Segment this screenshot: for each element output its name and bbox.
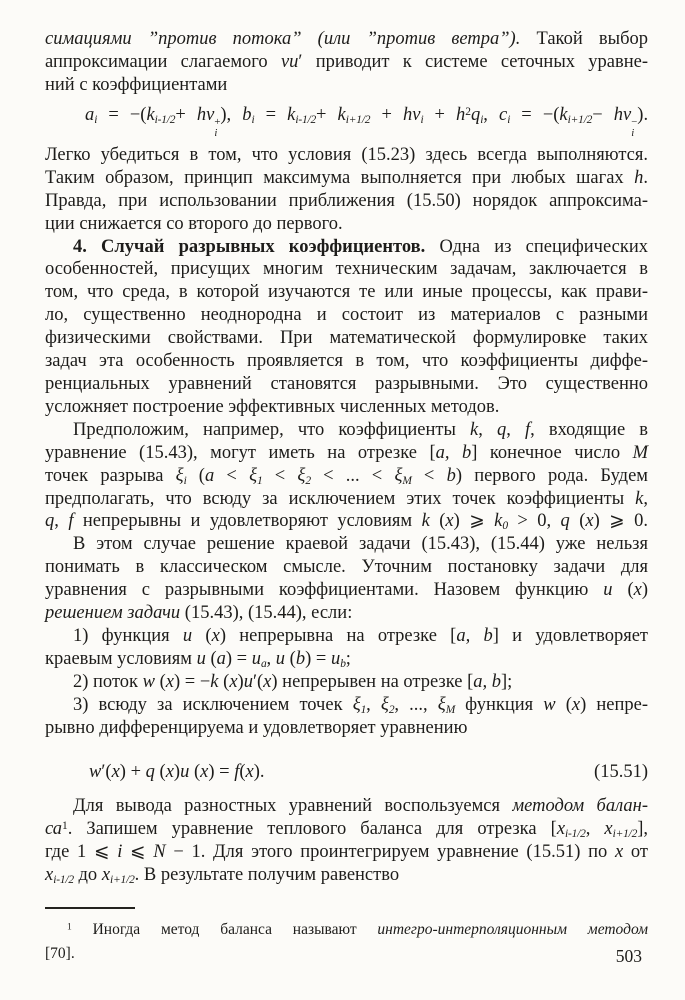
text-segment: 2) поток	[73, 671, 143, 692]
italic-text: x	[263, 671, 272, 692]
math-superscript: 2	[465, 105, 472, 118]
italic-text: x	[585, 511, 594, 532]
equation	[45, 104, 648, 139]
text-segment: ,	[54, 511, 69, 532]
math-superscript: +	[214, 116, 221, 129]
italic-text: b	[446, 465, 456, 486]
italic-text: u	[603, 580, 613, 601]
italic-text: a, b	[435, 442, 472, 463]
text-segment: ,	[478, 419, 498, 440]
math-subscript: i	[214, 127, 218, 140]
text-segment: , входящие в	[530, 419, 649, 440]
math-subscript: i	[94, 113, 98, 126]
italic-text: k	[146, 104, 155, 125]
text-segment: ),	[220, 104, 243, 125]
italic-text: k	[287, 104, 296, 125]
italic-text: x	[571, 694, 581, 715]
italic-text: c	[499, 104, 508, 125]
text-segment: ) непрерывна на отрезке [	[219, 625, 457, 646]
text-segment: ло, существенно неоднородна и состоит из материалов с разными	[45, 305, 648, 326]
text-segment: до	[73, 865, 102, 886]
italic-text: N	[153, 842, 166, 863]
text-segment: ) =	[305, 648, 331, 669]
text-line	[45, 717, 648, 740]
text-segment: <	[262, 465, 298, 486]
math-subscript: 0	[502, 520, 508, 533]
italic-text: k	[635, 488, 644, 509]
footnote-rule	[45, 907, 135, 909]
italic-text: ξ	[352, 694, 361, 715]
text-segment: +	[423, 104, 457, 125]
italic-text: w	[89, 761, 102, 782]
italic-text: k	[470, 419, 479, 440]
text-segment: уравнение (15.43), могут иметь на отрезке [	[45, 442, 436, 463]
italic-text: x	[211, 625, 220, 646]
italic-text: q	[560, 511, 570, 532]
text-segment: (	[612, 580, 634, 601]
text-segment: <	[411, 465, 447, 486]
equation-number: (15.51)	[594, 761, 648, 782]
text-segment: (	[218, 671, 230, 692]
math-subscript: a	[260, 658, 267, 671]
text-segment: <	[214, 465, 250, 486]
equation-body	[89, 761, 265, 784]
italic-text: f	[525, 419, 531, 440]
text-line	[45, 350, 648, 373]
italic-text: k	[559, 104, 568, 125]
text-segment: ).	[637, 104, 649, 125]
text-line	[45, 625, 648, 648]
text-segment: ) =	[208, 761, 235, 782]
text-segment: (	[429, 511, 446, 532]
italic-text: ξ	[437, 694, 446, 715]
math-subscript: i	[251, 113, 255, 126]
italic-text: q	[497, 419, 507, 440]
text-segment: (	[154, 761, 166, 782]
math-subscript: 1	[360, 703, 367, 716]
text-segment: 1) функция	[73, 625, 183, 646]
text-line	[45, 671, 648, 694]
text-segment: (	[569, 511, 586, 532]
text-segment: ,	[585, 819, 605, 840]
italic-text: u	[243, 671, 253, 692]
text-segment: Правда, при использовании приближения (15.50) норядок аппроксима-	[45, 190, 648, 211]
italic-text: h	[634, 167, 644, 188]
text-segment: ];	[501, 671, 513, 692]
italic-text: u	[180, 761, 190, 782]
text-segment: Одна из специфических	[439, 236, 648, 257]
italic-text: x	[245, 761, 254, 782]
text-segment: (	[189, 761, 201, 782]
text-segment: Легко убедиться в том, что условия (15.23) здесь всегда выполняются.	[45, 144, 648, 165]
italic-text: b	[242, 104, 252, 125]
text-segment: аппроксимации слагаемого	[45, 51, 281, 72]
italic-text: x	[445, 511, 454, 532]
text-segment: ⩽	[122, 842, 154, 863]
text-segment: том, что среда, в которой изучаются те или иные процессы, как прави-	[45, 282, 648, 303]
text-line	[45, 533, 648, 556]
italic-text: u	[251, 648, 261, 669]
italic-text: a	[204, 465, 215, 486]
text-segment: ,	[643, 488, 648, 509]
text-segment: (	[285, 648, 296, 669]
text-line	[45, 281, 648, 304]
text-line	[45, 327, 648, 350]
italic-text: x	[111, 761, 120, 782]
italic-text: x	[556, 819, 566, 840]
text-segment: Предположим, например, что коэффициенты	[73, 419, 471, 440]
italic-text: x	[45, 865, 54, 886]
italic-text: q	[471, 104, 481, 125]
text-segment: )	[173, 761, 181, 782]
text-line	[45, 579, 648, 602]
text-segment: =	[254, 104, 288, 125]
text-line	[45, 864, 648, 887]
page-number: 503	[615, 946, 642, 966]
italic-text: a	[216, 648, 226, 669]
text-segment: где 1 ⩽	[45, 842, 118, 863]
italic-text: k	[337, 104, 346, 125]
italic-text: hv	[613, 104, 632, 125]
math-subscript: i+1/2	[567, 113, 593, 126]
text-segment: [70].	[45, 945, 75, 963]
text-segment: .	[643, 167, 648, 188]
text-line	[45, 28, 648, 51]
italic-text: u	[330, 648, 341, 669]
text-line	[45, 648, 648, 671]
text-segment: ) непрерывен на отрезке [	[271, 671, 474, 692]
text-segment: рывно дифференцируема и удовлетворяет уравнению	[45, 717, 468, 738]
text-segment: . В результате получим равенство	[134, 865, 400, 886]
text-segment: ],	[637, 819, 649, 840]
italic-text: f	[234, 761, 240, 782]
italic-text: a, b	[473, 671, 502, 692]
text-line	[45, 556, 648, 579]
italic-text: са	[45, 819, 62, 840]
text-line	[45, 442, 648, 465]
numbered-equation	[45, 761, 648, 784]
math-subscript: i	[631, 127, 635, 140]
text-segment: +	[316, 104, 338, 125]
text-segment: ) ⩾ 0.	[593, 511, 648, 532]
text-line	[45, 396, 648, 419]
text-segment: (	[192, 625, 212, 646]
italic-text: vu	[280, 51, 299, 72]
text-segment: −	[592, 104, 614, 125]
text-segment: , ...,	[394, 694, 438, 715]
text-segment: понимать в классическом смысле. Уточним постановку задачи для	[45, 557, 648, 578]
text-line	[45, 419, 648, 442]
text-segment: Таким образом, принцип максимума выполняется при любых шагах	[45, 167, 635, 188]
italic-text: x	[229, 671, 238, 692]
text-segment: = −(	[510, 104, 560, 125]
text-line	[45, 144, 648, 167]
italic-text: симациями ”против потока” (или ”против ветра”).	[45, 29, 537, 49]
italic-text: x	[165, 761, 174, 782]
text-segment: 3) всюду за исключением точек	[73, 694, 353, 715]
footnote-line	[45, 942, 648, 966]
math-subscript: i-1/2	[154, 113, 176, 126]
text-segment: усложняет построение эффективных численных методов.	[45, 396, 500, 417]
math-subscript: 2	[388, 703, 395, 716]
italic-text: u	[275, 648, 286, 669]
italic-text: методом балан-	[512, 796, 648, 817]
text-segment: точек разрыва	[45, 465, 176, 486]
math-superscript: 1	[67, 921, 72, 933]
text-line	[45, 488, 648, 511]
italic-text: q	[45, 511, 55, 532]
text-line	[45, 602, 648, 625]
text-segment: > 0,	[507, 511, 561, 532]
text-segment: ′(	[252, 671, 264, 692]
text-segment: предполагать, что всюду за исключением этих точек коэффициенты	[45, 488, 636, 509]
text-line	[45, 74, 648, 97]
italic-text: b	[295, 648, 306, 669]
footnote-line	[45, 918, 648, 942]
italic-text: x	[614, 842, 624, 863]
text-segment: функция	[455, 694, 544, 715]
italic-text: u	[182, 625, 193, 646]
math-subscript: 1	[257, 474, 263, 487]
text-line	[45, 236, 648, 259]
text-segment: ,	[506, 419, 526, 440]
math-superscript: 1	[61, 820, 68, 833]
text-line	[45, 51, 648, 74]
text-segment: ,	[483, 104, 499, 125]
text-segment: ;	[345, 648, 351, 669]
math-subscript: i	[507, 113, 511, 126]
math-subscript: i-1/2	[565, 828, 586, 841]
text-line	[45, 167, 648, 190]
text-segment: (	[205, 648, 217, 669]
italic-text: ξ	[175, 465, 184, 486]
text-line	[45, 213, 648, 236]
text-segment: Такой выбор	[536, 29, 648, 49]
text-segment: − 1. Для этого проинтегрируем уравнение (15.51) по	[165, 842, 615, 863]
italic-text: x	[633, 580, 642, 601]
italic-text: k	[421, 511, 430, 532]
text-segment: Для вывода разностных уравнений воспользуемся	[73, 796, 513, 817]
text-segment: ) непре-	[580, 694, 649, 715]
text-segment: ,	[266, 648, 276, 669]
text-segment: особенностей, присущих многим техническим задачам, заключается в	[45, 259, 648, 280]
math-subscript: i+1/2	[345, 113, 371, 126]
italic-text: ξ	[394, 465, 403, 486]
italic-text: k	[210, 671, 219, 692]
italic-text: f	[68, 511, 74, 532]
italic-text: u	[196, 648, 206, 669]
text-segment: ) = −	[174, 671, 211, 692]
text-line	[45, 841, 648, 864]
italic-text: w	[142, 671, 155, 692]
text-segment: от	[623, 842, 648, 863]
text-line	[45, 190, 648, 213]
italic-text: w	[543, 694, 556, 715]
italic-text: ξ	[380, 694, 389, 715]
math-subscript: i+1/2	[110, 874, 135, 887]
text-segment: уравнения с разрывными коэффициентами. Назовем функцию	[45, 580, 604, 601]
math-subscript: M	[445, 703, 456, 716]
text-segment: ) первого рода. Будем	[455, 465, 648, 486]
text-segment: )	[237, 671, 244, 692]
italic-text: x	[200, 761, 209, 782]
text-segment: ренциальных уравнений становятся разрывными. Это существенно	[45, 374, 648, 395]
text-segment: = −(	[97, 104, 147, 125]
text-segment: +	[370, 104, 403, 125]
text-line	[45, 510, 648, 533]
italic-text: a	[85, 104, 95, 125]
text-line	[45, 795, 648, 818]
text-segment: Иногда метод баланса называют	[71, 921, 378, 939]
text-line	[45, 373, 648, 396]
text-segment: (15.43), (15.44), если:	[180, 603, 353, 624]
page-content	[45, 28, 648, 966]
math-subscript: 2	[305, 474, 311, 487]
math-subscript: b	[340, 658, 346, 671]
italic-text: q	[145, 761, 155, 782]
text-segment: непрерывны и удовлетворяют условиям	[73, 511, 422, 532]
italic-text: i	[117, 842, 123, 863]
italic-text: ξ	[249, 465, 258, 486]
text-segment: (	[555, 694, 572, 715]
italic-text: решением задачи	[45, 603, 181, 624]
text-segment: ) ⩾	[453, 511, 495, 532]
text-segment: ний с коэффициентами	[45, 74, 228, 95]
text-segment: (	[155, 671, 166, 692]
text-segment: (	[239, 761, 246, 782]
text-line	[45, 694, 648, 717]
text-line	[45, 465, 648, 488]
italic-text: M	[632, 442, 649, 463]
text-segment: ] конечное число	[471, 442, 633, 463]
text-segment: ′(	[101, 761, 112, 782]
italic-text: ξ	[297, 465, 306, 486]
text-line	[45, 818, 648, 841]
text-segment: ).	[253, 761, 265, 782]
text-segment: ] и удовлетворяет	[492, 625, 648, 646]
italic-text: hv	[196, 104, 215, 125]
math-subscript: i-1/2	[53, 874, 74, 887]
text-line	[45, 258, 648, 281]
italic-text: k	[494, 511, 503, 532]
italic-text: hv	[402, 104, 421, 125]
text-line	[45, 304, 648, 327]
text-segment: ции снижается со второго до первого.	[45, 213, 343, 234]
text-segment: ′ приводит к системе сеточных уравне-	[298, 51, 648, 72]
text-segment: задач эта особенность проявляется в том, что коэффициенты диффе-	[45, 351, 648, 372]
heading-text: 4. Случай разрывных коэффициентов.	[73, 236, 440, 257]
italic-text: интегро-интерполяционным методом	[377, 921, 648, 939]
italic-text: x	[165, 671, 175, 692]
math-subscript: i+1/2	[612, 828, 638, 841]
text-segment: В этом случае решение краевой задачи (15.43), (15.44) уже нельзя	[73, 534, 648, 555]
math-subscript: i	[420, 113, 424, 126]
text-segment: )	[641, 580, 648, 601]
italic-text: x	[101, 865, 111, 886]
math-subscript: i-1/2	[295, 113, 317, 126]
italic-text: h	[456, 104, 466, 125]
text-segment: . Запишем уравнение теплового баланса для отрезка [	[67, 819, 557, 840]
italic-text: a, b	[456, 625, 493, 646]
text-segment: < ... <	[310, 465, 395, 486]
math-subscript: M	[402, 474, 412, 487]
text-segment: физическими свойствами. При математической формулировке таких	[45, 328, 648, 349]
math-subscript: i	[480, 113, 484, 126]
math-superscript: −	[631, 116, 638, 129]
math-subscript: i	[183, 474, 187, 487]
text-segment: ,	[366, 694, 381, 715]
text-segment: краевым условиям	[45, 648, 197, 669]
italic-text: x	[604, 819, 613, 840]
text-segment: (	[186, 465, 205, 486]
text-segment: ) +	[119, 761, 146, 782]
text-segment: +	[175, 104, 197, 125]
text-segment: ) =	[225, 648, 252, 669]
